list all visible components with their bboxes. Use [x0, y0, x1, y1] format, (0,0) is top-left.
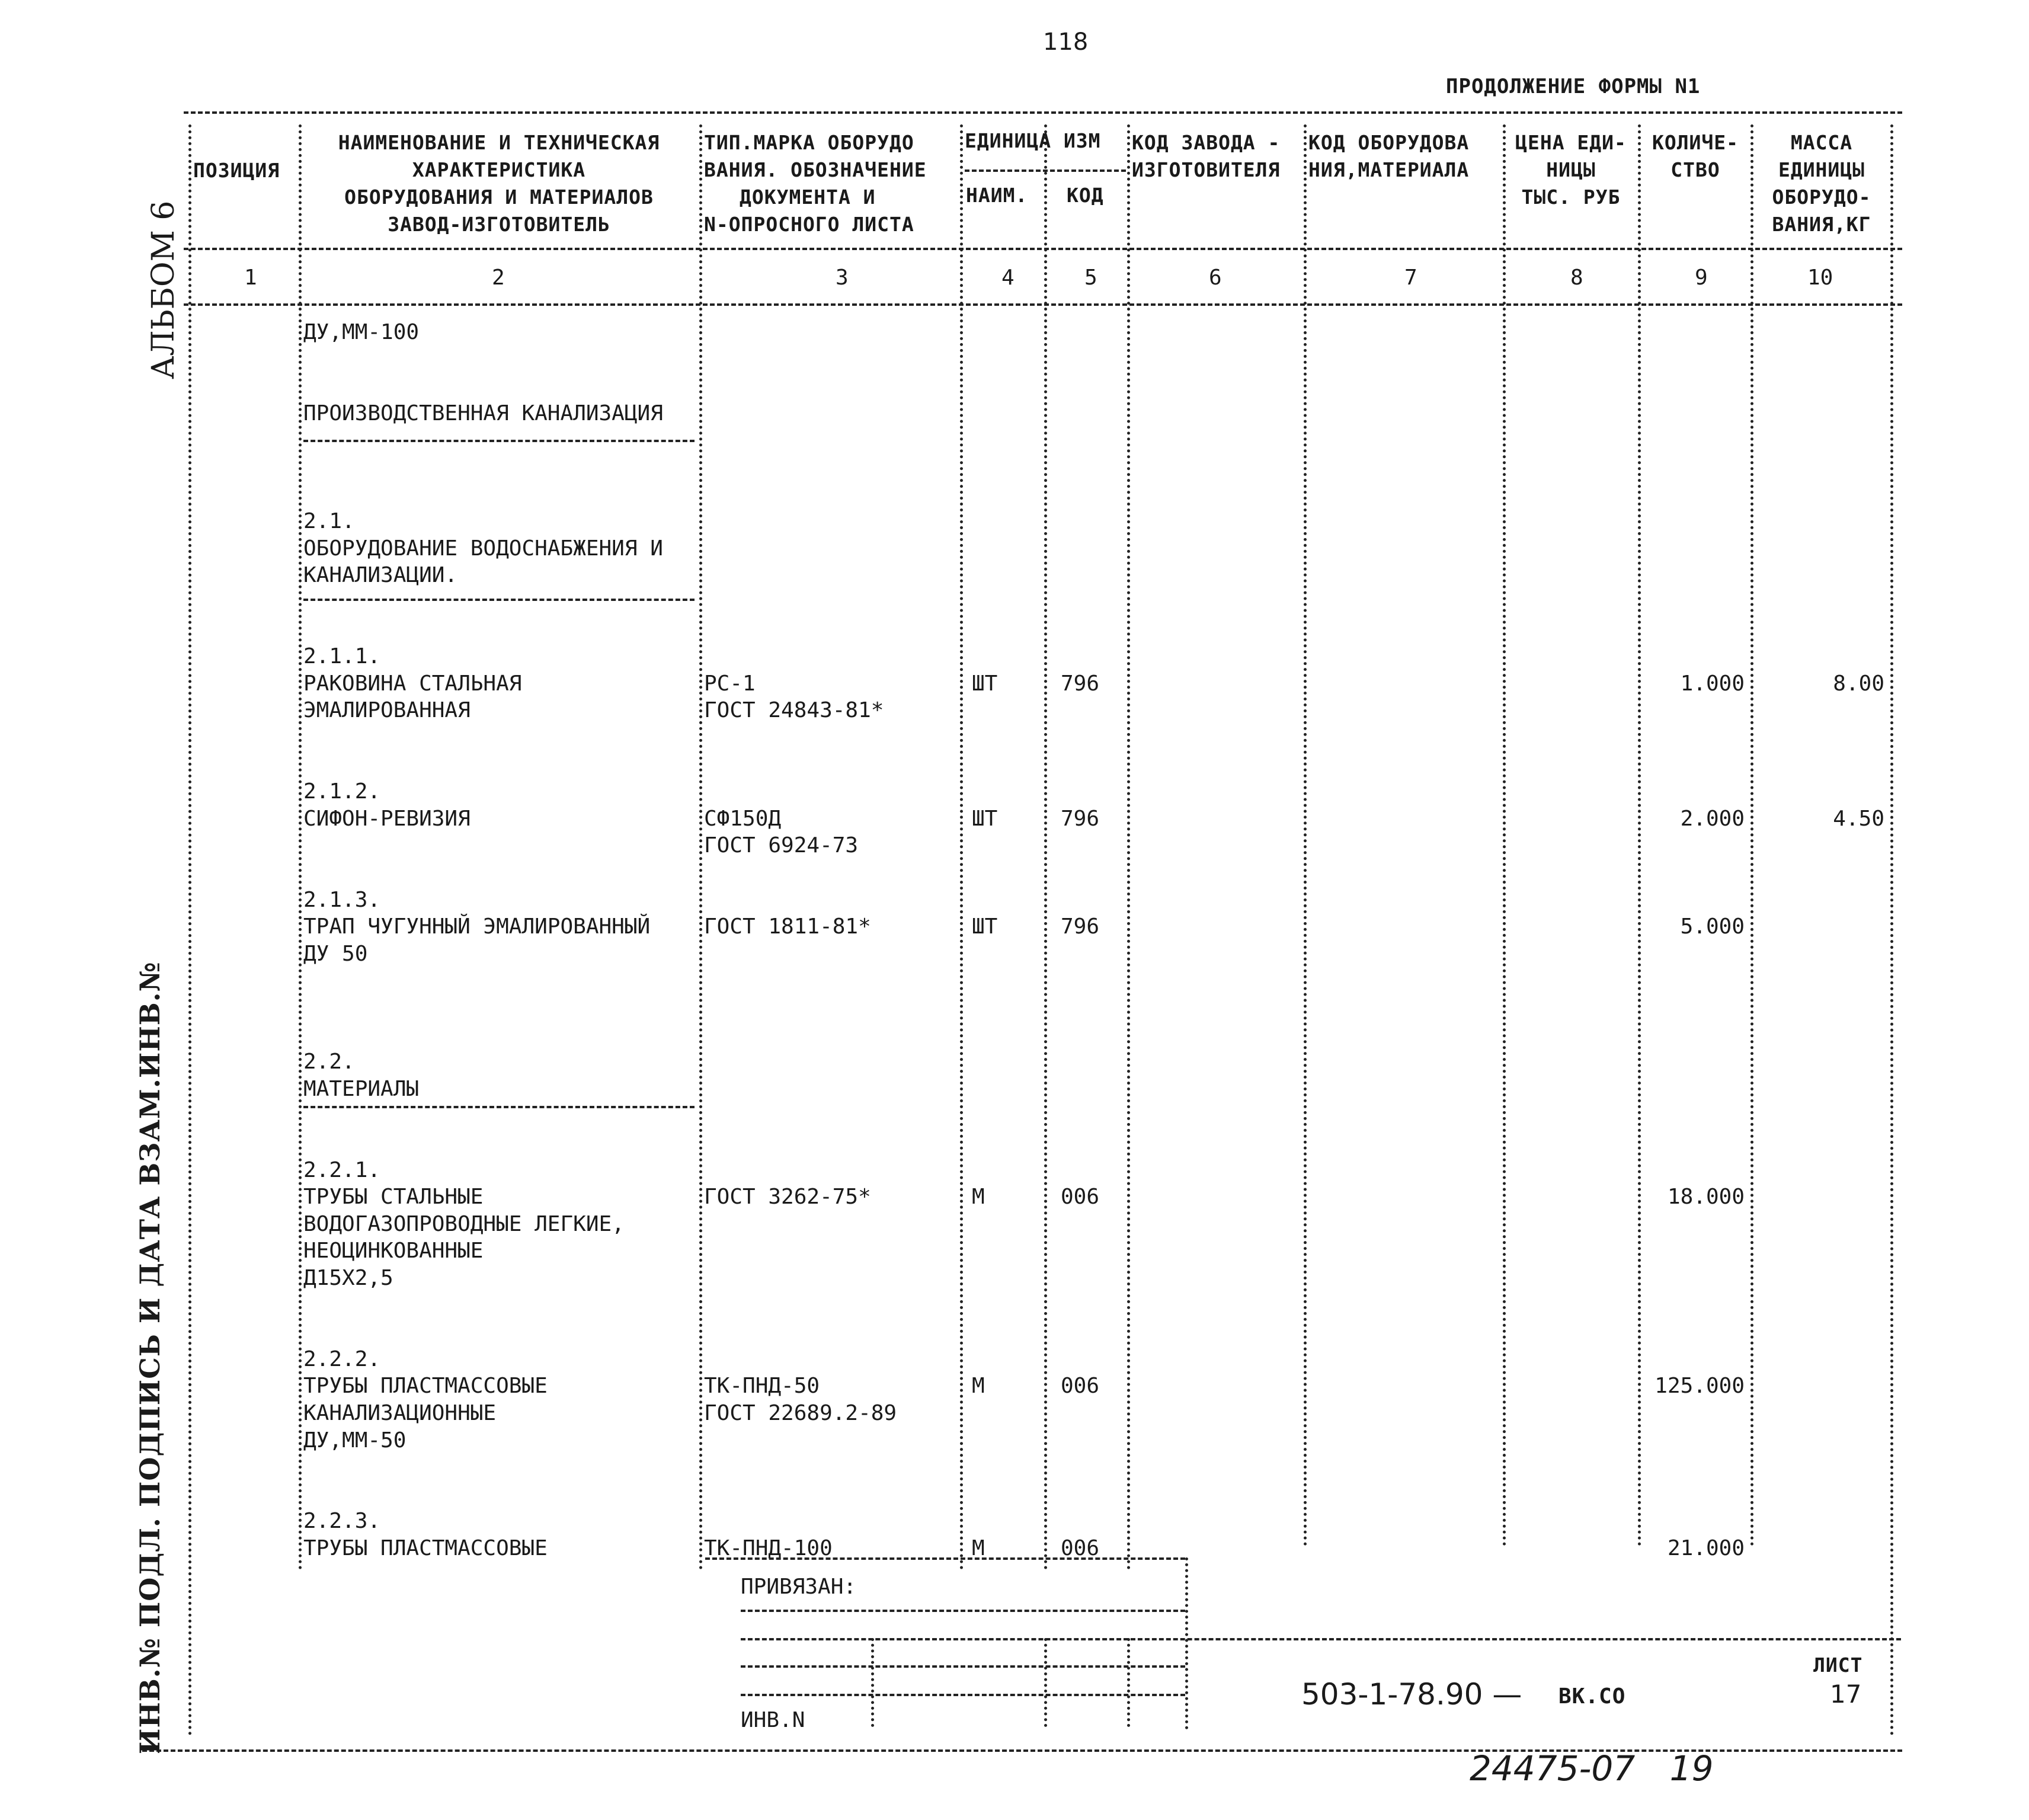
header-col6: КОД ЗАВОДА - ИЗГОТОВИТЕЛЯ: [1132, 131, 1281, 181]
col-sep-0: [188, 124, 191, 1736]
header-col8: ЦЕНА ЕДИ- НИЦЫ ТЫС. РУБ: [1515, 131, 1627, 209]
continuation-title: ПРОДОЛЖЕНИЕ ФОРМЫ N1: [1446, 75, 1701, 98]
cell-name: 2.1.3.: [303, 887, 381, 912]
cell-qty: 125.000: [1654, 1374, 1745, 1399]
cell-code: 006: [1061, 1185, 1100, 1210]
cell-code: 796: [1061, 914, 1100, 939]
cell-unit: ШТ: [972, 671, 998, 696]
stamp-bound-label: ПРИВЯЗАН:: [741, 1575, 857, 1599]
colnum-2: 2: [492, 266, 505, 290]
cell-unit: М: [972, 1185, 985, 1210]
cell-name: ТРУБЫ ПЛАСТМАССОВЫЕ: [303, 1536, 548, 1560]
cell-unit: М: [972, 1374, 985, 1399]
stamp-sep-d: [1185, 1557, 1188, 1729]
cell-type: ГОСТ 1811-81*: [704, 914, 871, 939]
cell-qty: 21.000: [1667, 1536, 1745, 1560]
col-sep-2: [699, 124, 702, 1570]
section-rule-1: [303, 440, 695, 442]
stamp-sep-c: [1127, 1638, 1130, 1727]
col-sep-7: [1503, 124, 1506, 1547]
stamp-doc-suffix: ВК.СО: [1558, 1684, 1626, 1709]
stamp-sheet-number: 17: [1830, 1680, 1862, 1709]
col-sep-5: [1127, 124, 1130, 1570]
album-label: АЛЬБОМ 6: [146, 200, 181, 379]
stamp-rule-5: [741, 1694, 1185, 1696]
header-col2: НАИМЕНОВАНИЕ И ТЕХНИЧЕСКАЯ ХАРАКТЕРИСТИКА ОБОРУДОВАНИЯ И МАТЕРИАЛОВ ЗАВОД-ИЗГОТОВИТЕЛЬ: [338, 131, 660, 236]
cell-qty: 18.000: [1667, 1185, 1745, 1210]
header-col10: МАССА ЕДИНИЦЫ ОБОРУДО- ВАНИЯ,КГ: [1772, 131, 1871, 236]
header-unit: ЕДИНИЦА ИЗМ: [965, 129, 1101, 152]
cell-name: ДУ,ММ-100: [303, 320, 420, 344]
col-sep-10: [1890, 124, 1893, 1736]
colnum-1: 1: [244, 266, 257, 290]
cell-name: 2.2.: [303, 1050, 355, 1074]
section-rule-2: [303, 599, 695, 601]
cell-name: ВОДОГАЗОПРОВОДНЫЕ ЛЕГКИЕ,: [303, 1211, 625, 1236]
cell-name: 2.2.2.: [303, 1346, 381, 1371]
stamp-sheet-label: ЛИСТ: [1813, 1653, 1863, 1677]
cell-unit: ШТ: [972, 914, 998, 939]
stamp-rule-4: [741, 1665, 1185, 1668]
stamp-sep-a: [871, 1638, 874, 1727]
col-sep-8: [1638, 124, 1641, 1547]
cell-qty: 5.000: [1680, 914, 1745, 939]
cell-unit: ШТ: [972, 806, 998, 831]
cell-type: СФ150Д: [704, 806, 782, 831]
header-col1: ПОЗИЦИЯ: [193, 159, 280, 182]
cell-name: ОБОРУДОВАНИЕ ВОДОСНАБЖЕНИЯ И: [303, 536, 663, 561]
cell-code: 796: [1061, 671, 1100, 696]
stamp-rule-2: [741, 1610, 1185, 1612]
stamp-rule-1: [705, 1557, 1185, 1560]
col-sep-1: [299, 124, 302, 1570]
col-sep-4: [1044, 124, 1047, 1570]
rule-colnum-bottom: [184, 303, 1902, 306]
stamp-fields-label: ИНВ.№ ПОДЛ. ПОДПИСЬ И ДАТА ВЗАМ.ИНВ.№: [134, 961, 166, 1754]
cell-type: ТК-ПНД-100: [704, 1536, 833, 1560]
header-col7: КОД ОБОРУДОВА НИЯ,МАТЕРИАЛА: [1308, 131, 1470, 181]
cell-type: ГОСТ 6924-73: [704, 833, 859, 858]
rule-header-bottom: [184, 248, 1902, 250]
cell-name: 2.2.3.: [303, 1509, 381, 1534]
cell-name: СИФОН-РЕВИЗИЯ: [303, 806, 471, 831]
colnum-10: 10: [1807, 266, 1833, 290]
cell-name: НЕОЦИНКОВАННЫЕ: [303, 1239, 484, 1264]
cell-type: ГОСТ 24843-81*: [704, 698, 884, 723]
cell-name: КАНАЛИЗАЦИОННЫЕ: [303, 1401, 497, 1425]
header-col3: ТИП.МАРКА ОБОРУДО ВАНИЯ. ОБОЗНАЧЕНИЕ ДОКУМЕНТА И N-ОПРОСНОГО ЛИСТА: [704, 131, 927, 236]
cell-code: 796: [1061, 806, 1100, 831]
cell-name: ДУ,ММ-50: [303, 1428, 407, 1453]
cell-qty: 2.000: [1680, 806, 1745, 831]
cell-name: МАТЕРИАЛЫ: [303, 1076, 420, 1101]
section-rule-3: [303, 1106, 695, 1108]
header-col5: КОД: [1067, 184, 1104, 207]
cell-name: 2.1.1.: [303, 644, 381, 669]
stamp-sep-b: [1044, 1638, 1047, 1727]
colnum-5: 5: [1084, 266, 1097, 290]
cell-type: РС-1: [704, 671, 756, 696]
cell-mass: 4.50: [1833, 806, 1884, 831]
cell-name: 2.1.: [303, 509, 355, 534]
cell-type: ТК-ПНД-50: [704, 1374, 820, 1399]
header-col4: НАИМ.: [966, 184, 1028, 207]
colnum-8: 8: [1570, 266, 1583, 290]
cell-name: 2.1.2.: [303, 779, 381, 804]
cell-name: ПРОИЗВОДСТВЕННАЯ КАНАЛИЗАЦИЯ: [303, 401, 663, 426]
cell-code: 006: [1061, 1536, 1100, 1560]
cell-type: ГОСТ 3262-75*: [704, 1185, 871, 1210]
col-sep-9: [1750, 124, 1753, 1547]
cell-type: ГОСТ 22689.2-89: [704, 1401, 897, 1425]
stamp-rule-3: [741, 1638, 1901, 1640]
header-col9: КОЛИЧЕ- СТВО: [1652, 131, 1739, 181]
cell-mass: 8.00: [1833, 671, 1884, 696]
cell-name: КАНАЛИЗАЦИИ.: [303, 563, 458, 588]
stamp-inv-label: ИНВ.N: [741, 1708, 805, 1732]
colnum-7: 7: [1404, 266, 1417, 290]
rule-top: [184, 111, 1902, 114]
cell-name: ЭМАЛИРОВАННАЯ: [303, 698, 471, 723]
cell-name: ТРУБЫ СТАЛЬНЫЕ: [303, 1185, 484, 1210]
colnum-4: 4: [1001, 266, 1015, 290]
cell-name: ТРАП ЧУГУННЫЙ ЭМАЛИРОВАННЫЙ: [303, 914, 651, 939]
cell-name: 2.2.1.: [303, 1157, 381, 1182]
page-number: 118: [1043, 28, 1089, 56]
stamp-doc-code: 503-1-78.90 —: [1301, 1677, 1522, 1712]
cell-code: 006: [1061, 1374, 1100, 1399]
handwritten-footer: 24475-07 19: [1470, 1748, 1714, 1789]
col-sep-6: [1304, 124, 1307, 1547]
cell-name: ДУ 50: [303, 941, 368, 966]
header-unit-rule: [965, 169, 1126, 172]
cell-name: ТРУБЫ ПЛАСТМАССОВЫЕ: [303, 1374, 548, 1399]
colnum-9: 9: [1695, 266, 1708, 290]
cell-unit: М: [972, 1536, 985, 1560]
colnum-6: 6: [1209, 266, 1222, 290]
col-sep-3: [960, 124, 963, 1570]
cell-name: РАКОВИНА СТАЛЬНАЯ: [303, 671, 522, 696]
colnum-3: 3: [836, 266, 849, 290]
cell-qty: 1.000: [1680, 671, 1745, 696]
cell-name: Д15Х2,5: [303, 1266, 393, 1290]
